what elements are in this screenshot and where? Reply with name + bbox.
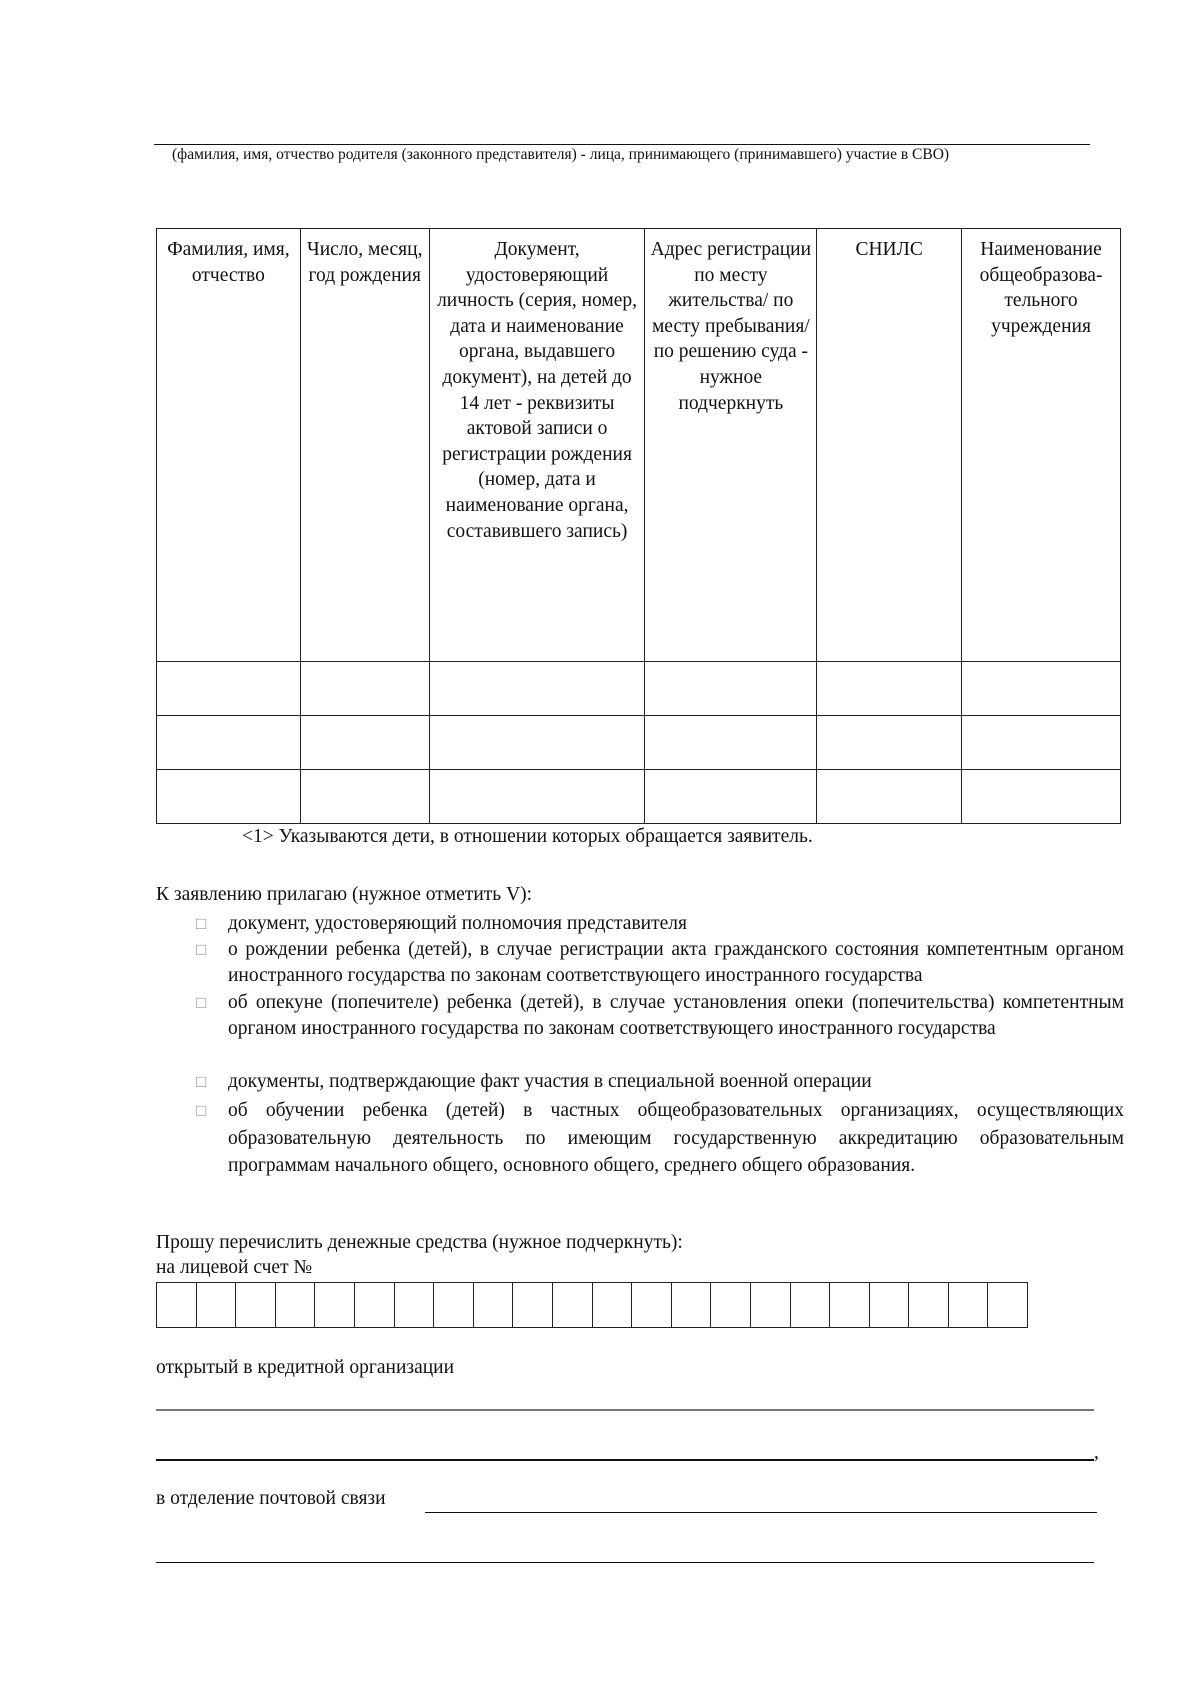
table-cell[interactable] xyxy=(817,662,962,716)
column-header-snils: СНИЛС xyxy=(817,229,962,662)
account-digit-box[interactable] xyxy=(553,1282,593,1328)
table-row xyxy=(157,662,1121,716)
account-digit-box[interactable] xyxy=(355,1282,395,1328)
attachment-item[interactable]: □ об опекуне (попечителе) ребенка (детей), в случае установления опеки (попечительства) компетентным органом иностранного государства по законам соответствующего иностранного государства xyxy=(196,990,1124,1042)
table-cell[interactable] xyxy=(300,662,429,716)
table-cell[interactable] xyxy=(962,770,1121,824)
table-cell[interactable] xyxy=(962,716,1121,770)
table-cell[interactable] xyxy=(962,662,1121,716)
attachment-item[interactable]: □ документы, подтверждающие факт участия в специальной военной операции xyxy=(196,1069,1124,1095)
checkbox-icon[interactable]: □ xyxy=(196,914,207,933)
children-table xyxy=(156,228,1121,824)
account-digit-box[interactable] xyxy=(830,1282,870,1328)
account-digit-box[interactable] xyxy=(909,1282,949,1328)
parent-name-caption: (фамилия, имя, отчество родителя (законного представителя) - лица, принимающего (принимавшего) участие в СВО) xyxy=(172,146,950,163)
column-header-school: Наименование общеобразова-тельного учреждения xyxy=(962,229,1121,662)
account-label: на лицевой счет № xyxy=(156,1257,313,1278)
account-number-boxes[interactable] xyxy=(156,1282,1028,1328)
account-digit-box[interactable] xyxy=(157,1282,197,1328)
checkbox-icon[interactable]: □ xyxy=(196,1072,207,1091)
table-cell[interactable] xyxy=(817,770,962,824)
table-cell[interactable] xyxy=(157,770,301,824)
account-digit-box[interactable] xyxy=(593,1282,633,1328)
account-digit-box[interactable] xyxy=(276,1282,316,1328)
post-office-line-2[interactable] xyxy=(156,1562,1094,1563)
account-digit-box[interactable] xyxy=(236,1282,276,1328)
attachment-item[interactable]: □ документ, удостоверяющий полномочия представителя xyxy=(196,911,1124,937)
table-cell[interactable] xyxy=(429,716,645,770)
account-digit-box[interactable] xyxy=(751,1282,791,1328)
account-digit-box[interactable] xyxy=(870,1282,910,1328)
account-digit-box[interactable] xyxy=(513,1282,553,1328)
table-cell[interactable] xyxy=(157,662,301,716)
account-digit-box[interactable] xyxy=(988,1282,1028,1328)
bank-line-2[interactable] xyxy=(156,1459,1094,1461)
table-cell[interactable] xyxy=(817,716,962,770)
post-office-line-1[interactable] xyxy=(425,1512,1097,1513)
attachment-item[interactable]: □ об обучении ребенка (детей) в частных общеобразовательных организациях, осуществляющих образовательную деятельность по имеющим государственную аккредитацию образовательным программам начального общего, основного общего, среднего общего образования. xyxy=(196,1097,1124,1180)
table-cell[interactable] xyxy=(645,770,817,824)
table-cell[interactable] xyxy=(645,716,817,770)
account-digit-box[interactable] xyxy=(474,1282,514,1328)
bank-label: открытый в кредитной организации xyxy=(156,1357,455,1378)
account-digit-box[interactable] xyxy=(315,1282,355,1328)
column-header-address: Адрес регистрации по месту жительства/ по месту пребывания/ по решению суда - нужное подчеркнуть xyxy=(645,229,817,662)
post-office-label: в отделение почтовой связи xyxy=(156,1488,386,1509)
column-header-name: Фамилия, имя, отчество xyxy=(157,229,301,662)
checkbox-icon[interactable]: □ xyxy=(196,940,207,959)
column-header-id-document: Документ, удостоверяющий личность (серия, номер, дата и наименование органа, выдавшего документ), на детей до 14 лет - реквизиты актовой записи о регистрации рождения (номер, дата и наименование органа, составившего запись) xyxy=(429,229,645,662)
table-cell[interactable] xyxy=(157,716,301,770)
account-digit-box[interactable] xyxy=(434,1282,474,1328)
bank-line-1[interactable] xyxy=(156,1409,1094,1411)
table-cell[interactable] xyxy=(645,662,817,716)
account-digit-box[interactable] xyxy=(791,1282,831,1328)
account-digit-box[interactable] xyxy=(711,1282,751,1328)
table-row xyxy=(157,716,1121,770)
table-cell[interactable] xyxy=(429,770,645,824)
table-row xyxy=(157,770,1121,824)
checkbox-icon[interactable]: □ xyxy=(196,993,207,1012)
account-digit-box[interactable] xyxy=(632,1282,672,1328)
checkbox-icon[interactable]: □ xyxy=(196,1101,207,1120)
table-cell[interactable] xyxy=(300,716,429,770)
bank-line-comma: , xyxy=(1094,1442,1099,1463)
table-cell[interactable] xyxy=(429,662,645,716)
column-header-birthdate: Число, месяц, год рождения xyxy=(300,229,429,662)
attachments-title: К заявлению прилагаю (нужное отметить V): xyxy=(156,884,533,905)
parent-name-line[interactable] xyxy=(154,144,1090,145)
table-cell[interactable] xyxy=(300,770,429,824)
account-digit-box[interactable] xyxy=(197,1282,237,1328)
account-digit-box[interactable] xyxy=(395,1282,435,1328)
attachment-item[interactable]: □ о рождении ребенка (детей), в случае регистрации акта гражданского состояния компетентным органом иностранного государства по законам соответствующего иностранного государства xyxy=(196,937,1124,989)
account-digit-box[interactable] xyxy=(949,1282,989,1328)
account-digit-box[interactable] xyxy=(672,1282,712,1328)
table-header-row xyxy=(157,229,1121,662)
footnote: <1> Указываются дети, в отношении которых обращается заявитель. xyxy=(242,826,813,847)
transfer-title: Прошу перечислить денежные средства (нужное подчеркнуть): xyxy=(156,1232,683,1253)
